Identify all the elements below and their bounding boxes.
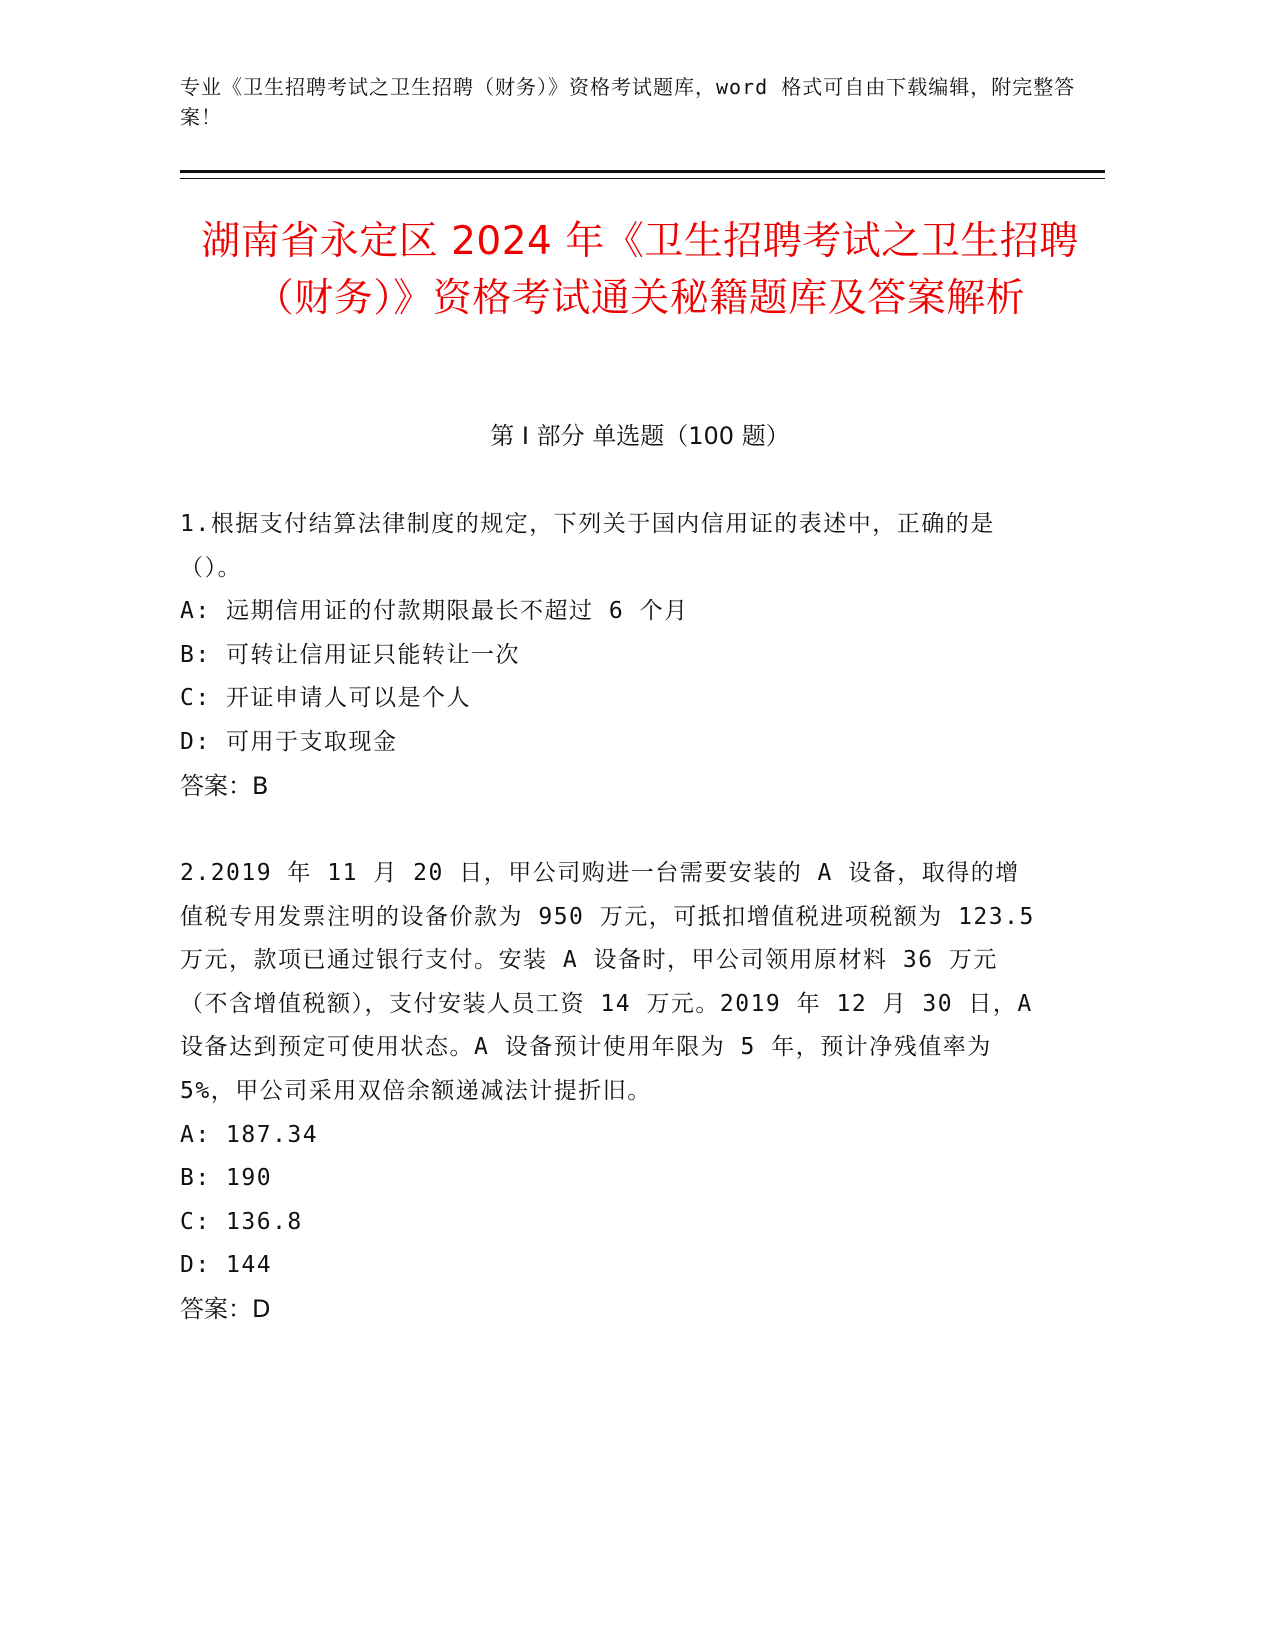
header-rule-thick (180, 170, 1105, 173)
answer: 答案：D (180, 1294, 271, 1323)
question-1 (180, 503, 1040, 808)
question-2 (180, 852, 1040, 1332)
section-heading: 第 I 部分 单选题（100 题） (490, 422, 790, 450)
option-b: B: 可转让信用证只能转让一次 (180, 641, 521, 668)
answer: 答案：B (180, 771, 269, 800)
option-c: C: 136.8 (180, 1208, 303, 1235)
option-a: A: 187.34 (180, 1121, 319, 1148)
header-rule-thin (180, 178, 1105, 179)
option-c: C: 开证申请人可以是个人 (180, 685, 472, 712)
question-stem: 1.根据支付结算法律制度的规定，下列关于国内信用证的表述中，正确的是（）。 (180, 511, 995, 581)
option-a: A: 远期信用证的付款期限最长不超过 6 个月 (180, 598, 689, 625)
option-d: D: 可用于支取现金 (180, 728, 398, 755)
option-b: B: 190 (180, 1165, 273, 1192)
header-note: 专业《卫生招聘考试之卫生招聘（财务）》资格考试题库，word 格式可自由下载编辑，附完整答案！ (180, 75, 1076, 129)
option-d: D: 144 (180, 1252, 273, 1279)
question-stem: 2.2019 年 11 月 20 日，甲公司购进一台需要安装的 A 设备，取得的增值税专用发票注明的设备价款为 950 万元，可抵扣增值税进项税额为 123.5 万元，款项已通过银行支付。安装 A 设备时，甲公司领用原材料 36 万元（不含增值税额），支付安装人员工资 14 万元。2019 年 12 月 30 日，A 设备达到预定可使用状态。A 设备预计使用年限为 5 年，预计净残值率为 5%，甲公司采用双倍余额递减法计提折旧。 (180, 860, 1035, 1104)
document-title: 湖南省永定区 2024 年《卫生招聘考试之卫生招聘（财务）》资格考试通关秘籍题库及答案解析 (201, 219, 1079, 321)
